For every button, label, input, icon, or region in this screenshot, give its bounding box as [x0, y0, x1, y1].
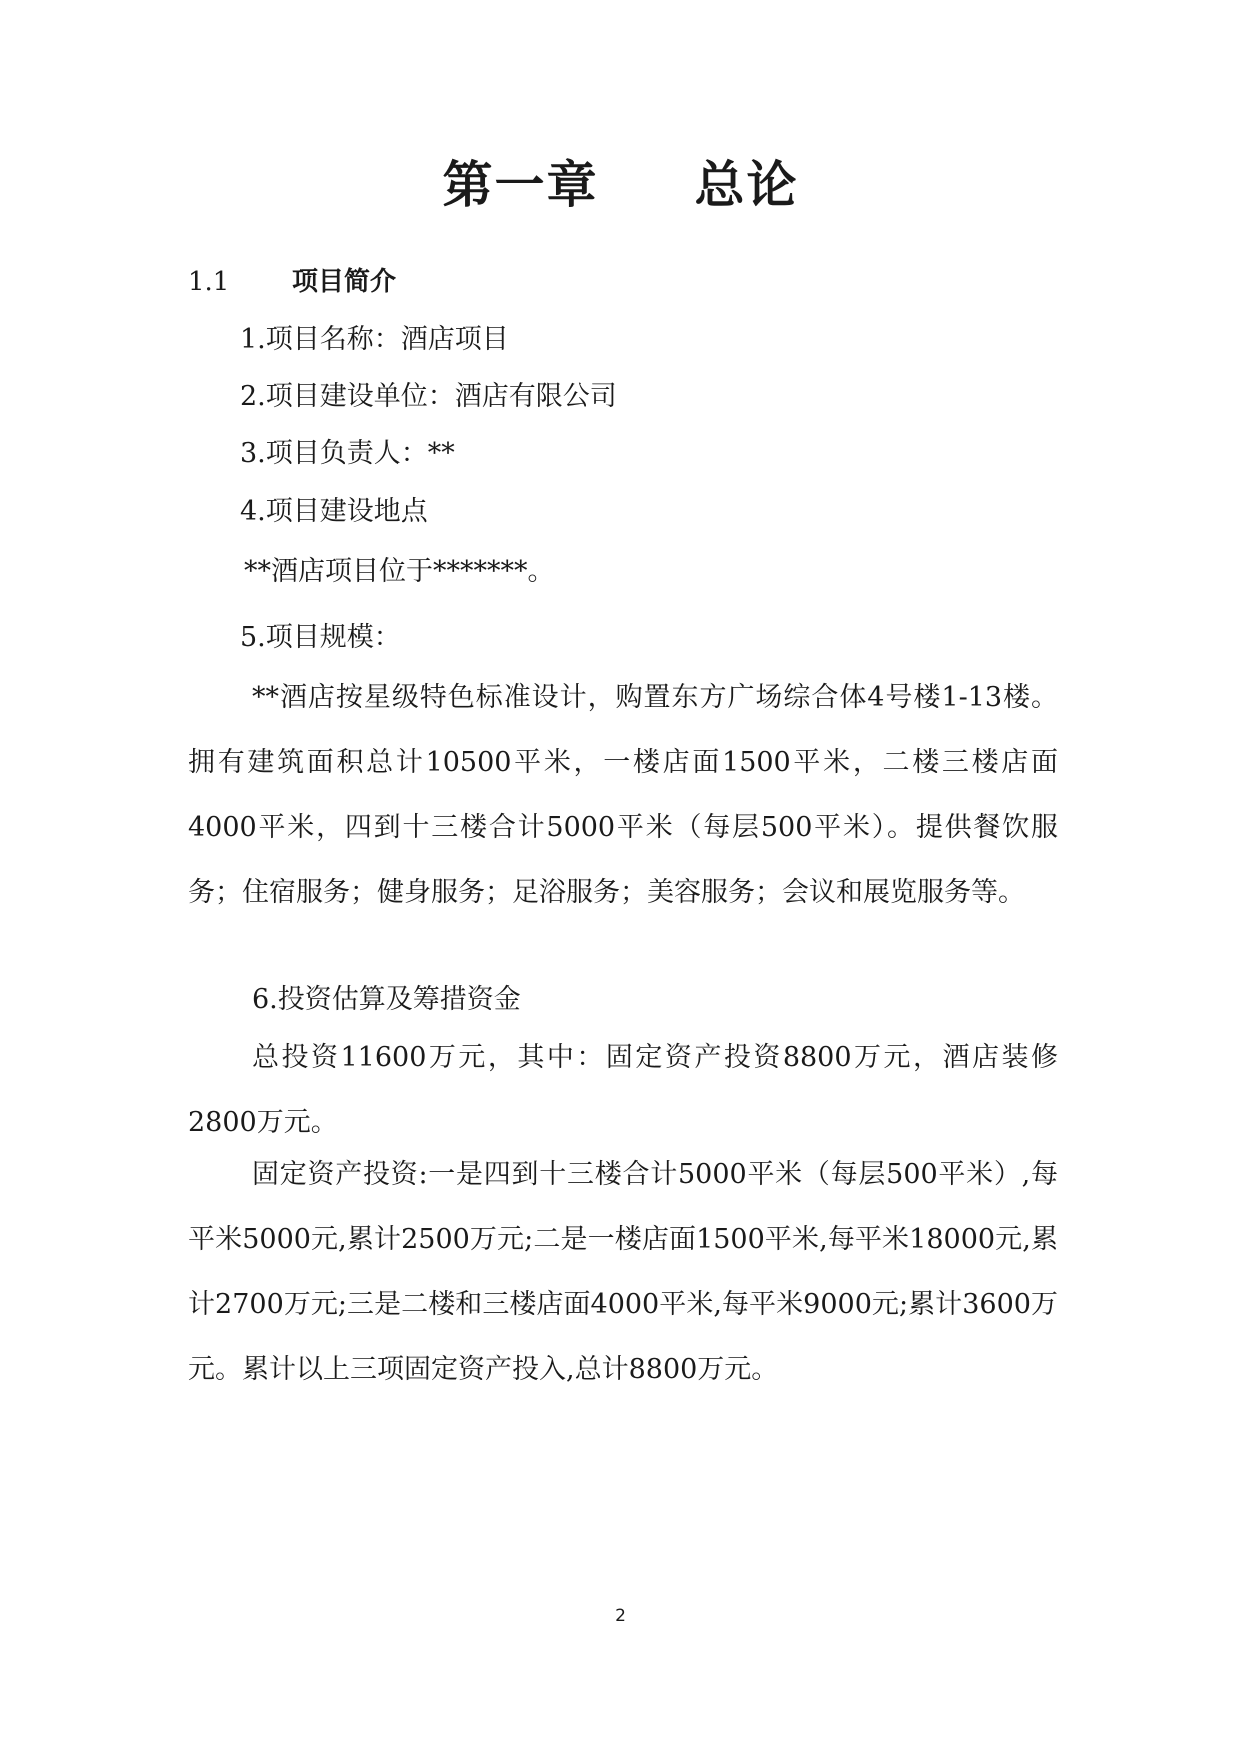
item-manager: 3.项目负责人：** — [240, 438, 455, 469]
item-location-text: **酒店项目位于*******。 — [244, 556, 555, 587]
fixed-assets-paragraph: 固定资产投资:一是四到十三楼合计5000平米（每层500平米）,每平米5000元,累计2500万元;二是一楼店面1500平米,每平米18000元,累计2700万元;三是二楼和三楼店面4000平米,每平米9000元;累计3600万元。累计以上三项固定资产投入,总计8800万元。 — [188, 1159, 1058, 1385]
scale-paragraph: **酒店按星级特色标准设计，购置东方广场综合体4号楼1-13楼。拥有建筑面积总计10500平米，一楼店面1500平米，二楼三楼店面4000平米，四到十三楼合计5000平米（每层500平米）。提供餐饮服务；住宿服务；健身服务；足浴服务；美容服务；会议和展览服务等。 — [188, 682, 1058, 908]
item-project-name: 1.项目名称：酒店项目 — [240, 324, 509, 355]
chapter-name: 总论 — [694, 156, 799, 214]
item-investment-heading: 6.投资估算及筹措资金 — [252, 984, 521, 1015]
section-heading — [188, 262, 396, 302]
item-location-heading: 4.项目建设地点 — [240, 496, 428, 527]
item-builder: 2.项目建设单位：酒店有限公司 — [240, 381, 617, 412]
investment-paragraph: 总投资11600万元，其中：固定资产投资8800万元，酒店装修2800万元。 — [188, 1042, 1058, 1138]
item-scale-heading: 5.项目规模： — [240, 622, 401, 653]
section-number: 1.1 — [188, 267, 230, 297]
chapter-label: 第一章 — [442, 156, 599, 214]
chapter-title — [0, 150, 1241, 220]
section-title: 项目简介 — [292, 267, 397, 297]
page-number: 2 — [615, 1606, 626, 1626]
